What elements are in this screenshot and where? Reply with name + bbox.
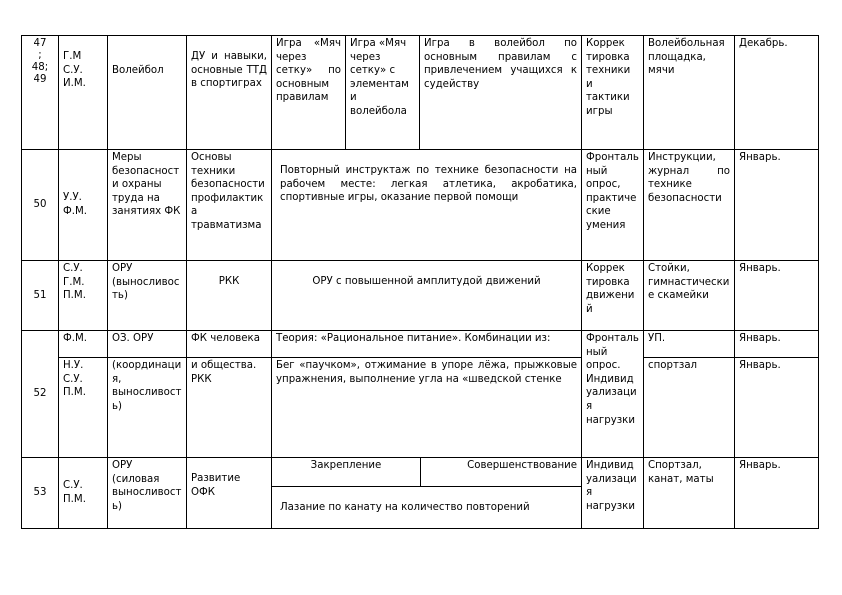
control-type: Коррек тировка движений xyxy=(581,260,644,331)
lesson-number: 53 xyxy=(21,457,59,529)
teacher-initials: У.У. Ф.М. xyxy=(58,149,108,261)
lesson-content: Теория: «Рациональное питание». Комбинации из: xyxy=(271,330,582,358)
month: Январь. xyxy=(734,149,819,261)
equipment: Инструкции, журнал по технике безопасности xyxy=(643,149,735,261)
control-type: Фронтальный опрос. Индивидуализация нагрузки xyxy=(581,330,644,458)
equipment: спортзал xyxy=(643,357,735,458)
lesson-content: Лазание по канату на количество повторений xyxy=(271,486,582,529)
section-name: ОРУ (силовая выносливость) xyxy=(107,457,187,529)
teacher-initials: Г.М С.У. И.М. xyxy=(58,35,108,150)
lesson-plan-table xyxy=(21,35,819,529)
control-type: Индивидуализация нагрузки xyxy=(581,457,644,529)
control-type: Коррек тировка техники и тактики игры xyxy=(581,35,644,150)
lesson-content: Закрепление xyxy=(271,457,421,487)
section-name: Меры безопасности охраны труда на занятиях ФК xyxy=(107,149,187,261)
lesson-theme: и общества. РКК xyxy=(186,357,272,458)
equipment: Волейбольная площадка, мячи xyxy=(643,35,735,150)
lesson-content: Игра в волейбол по основным правилам с привлечением учащихся к судейству xyxy=(419,35,582,150)
lesson-content: Повторный инструктаж по технике безопасности на рабочем месте: легкая атлетика, акробатика, спортивные игры, оказание первой помощи xyxy=(271,149,582,261)
teacher-initials: Н.У. С.У. П.М. xyxy=(58,357,108,458)
lesson-theme: Развитие ОФК xyxy=(186,457,272,529)
lesson-number: 52 xyxy=(21,330,59,458)
month: Январь. xyxy=(734,260,819,331)
lesson-content: Игра «Мяч через сетку» с элементами волейбола xyxy=(345,35,420,150)
lesson-number: 50 xyxy=(21,149,59,261)
section-name: ОЗ. ОРУ xyxy=(107,330,187,358)
teacher-initials: С.У. Г.М. П.М. xyxy=(58,260,108,331)
month: Январь. xyxy=(734,357,819,458)
section-name: Волейбол xyxy=(107,35,187,150)
section-name: (координация, выносливость) xyxy=(107,357,187,458)
lesson-content: Бег «паучком», отжимание в упоре лёжа, прыжковые упражнения, выполнение угла на «шведской стенке xyxy=(271,357,582,458)
control-type: Фронтальный опрос, практические умения xyxy=(581,149,644,261)
lesson-content: ОРУ с повышенной амплитудой движений xyxy=(271,260,582,331)
lesson-theme: ДУ и навыки, основные ТТД в спортиграх xyxy=(186,35,272,150)
lesson-content: Совершенствование xyxy=(420,457,582,487)
equipment: Спортзал, канат, маты xyxy=(643,457,735,529)
teacher-initials: С.У. П.М. xyxy=(58,457,108,529)
equipment: УП. xyxy=(643,330,735,358)
month: Январь. xyxy=(734,457,819,529)
teacher-initials: Ф.М. xyxy=(58,330,108,358)
lesson-theme: ФК человека xyxy=(186,330,272,358)
section-name: ОРУ (выносливость) xyxy=(107,260,187,331)
month: Январь. xyxy=(734,330,819,358)
lesson-content: Игра «Мяч через сетку» по основным правилам xyxy=(271,35,346,150)
lesson-number: 51 xyxy=(21,260,59,331)
lesson-theme: РКК xyxy=(186,260,272,331)
month: Декабрь. xyxy=(734,35,819,150)
lesson-number: 47 ; 48; 49 xyxy=(21,35,59,150)
equipment: Стойки, гимнастические скамейки xyxy=(643,260,735,331)
lesson-theme: Основы техники безопасности профилактика травматизма xyxy=(186,149,272,261)
